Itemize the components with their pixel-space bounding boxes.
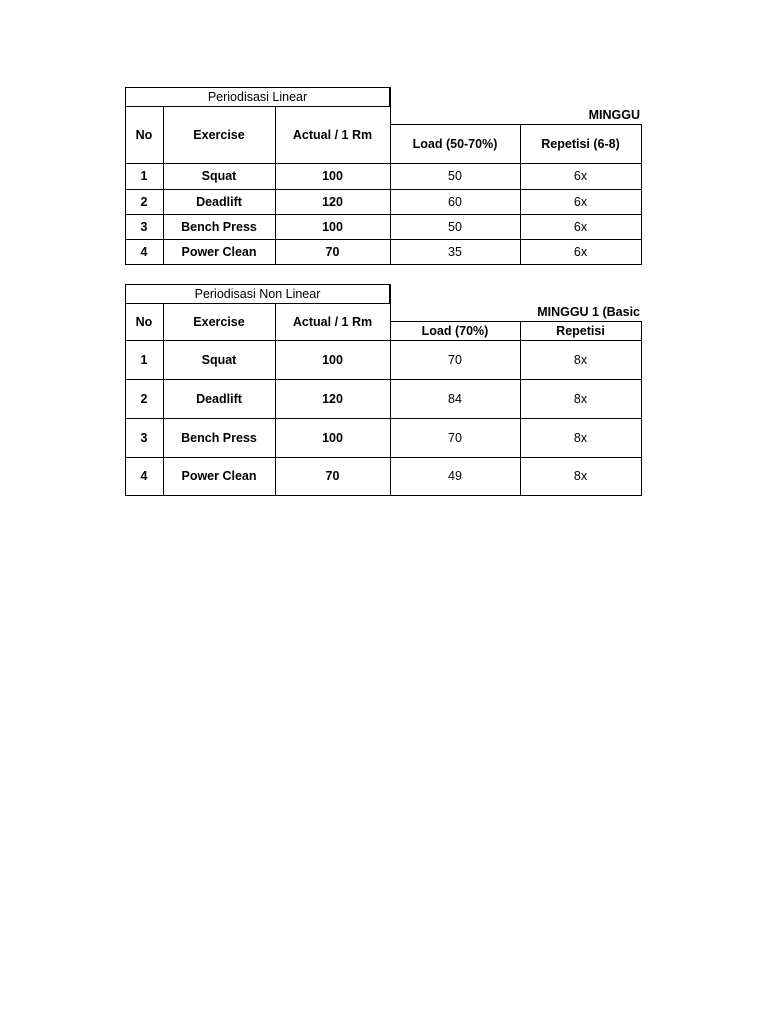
row-exercise: Bench Press xyxy=(181,219,257,234)
linear-header-reps: Repetisi (6-8) xyxy=(541,136,620,151)
nonlinear-header-no: No xyxy=(135,314,153,329)
row-actual: 70 xyxy=(325,244,340,259)
row-load: 60 xyxy=(448,194,462,209)
row-reps: 6x xyxy=(573,219,588,234)
row-exercise: Power Clean xyxy=(181,244,257,259)
row-load: 50 xyxy=(448,169,462,183)
row-no: 4 xyxy=(140,469,148,483)
row-no: 3 xyxy=(140,430,148,445)
row-load: 35 xyxy=(448,244,462,259)
linear-header-load: Load (50-70%) xyxy=(412,136,498,151)
row-exercise: Squat xyxy=(201,352,237,367)
row-exercise: Power Clean xyxy=(181,469,257,483)
row-exercise: Squat xyxy=(201,169,237,183)
row-reps: 6x xyxy=(573,194,588,209)
linear-title: Periodisasi Linear xyxy=(207,90,308,104)
row-reps: 8x xyxy=(573,469,588,483)
row-reps: 8x xyxy=(573,430,588,445)
row-no: 2 xyxy=(140,194,148,209)
row-load: 49 xyxy=(448,469,462,483)
nonlinear-title: Periodisasi Non Linear xyxy=(194,287,321,301)
row-load: 70 xyxy=(448,430,462,445)
linear-periodization-table xyxy=(125,87,643,267)
row-reps: 6x xyxy=(573,244,588,259)
row-exercise: Deadlift xyxy=(196,391,242,406)
row-load: 70 xyxy=(448,352,462,367)
nonlinear-header-load: Load (70%) xyxy=(421,323,489,338)
row-no: 1 xyxy=(140,169,148,183)
row-actual: 100 xyxy=(322,219,343,234)
row-actual: 70 xyxy=(325,469,340,483)
row-exercise: Deadlift xyxy=(196,194,242,209)
row-no: 2 xyxy=(140,391,148,406)
row-reps: 8x xyxy=(573,352,588,367)
nonlinear-header-actual: Actual / 1 Rm xyxy=(292,314,373,329)
linear-week-header: MINGGU xyxy=(588,108,640,122)
linear-header-no: No xyxy=(135,127,153,142)
row-reps: 6x xyxy=(573,169,588,183)
row-actual: 120 xyxy=(322,391,343,406)
row-no: 1 xyxy=(140,352,148,367)
nonlinear-periodization-table xyxy=(125,284,643,498)
linear-header-exercise: Exercise xyxy=(193,127,245,142)
row-actual: 120 xyxy=(322,194,343,209)
row-load: 50 xyxy=(448,219,462,234)
nonlinear-header-reps: Repetisi xyxy=(556,323,605,338)
linear-header-actual: Actual / 1 Rm xyxy=(292,127,373,142)
row-actual: 100 xyxy=(322,169,343,183)
row-no: 4 xyxy=(140,244,148,259)
row-reps: 8x xyxy=(573,391,588,406)
nonlinear-week-header: MINGGU 1 (Basic xyxy=(537,305,640,319)
row-exercise: Bench Press xyxy=(181,430,257,445)
row-no: 3 xyxy=(140,219,148,234)
row-actual: 100 xyxy=(322,430,343,445)
row-actual: 100 xyxy=(322,352,343,367)
row-load: 84 xyxy=(448,391,462,406)
nonlinear-header-exercise: Exercise xyxy=(193,314,245,329)
